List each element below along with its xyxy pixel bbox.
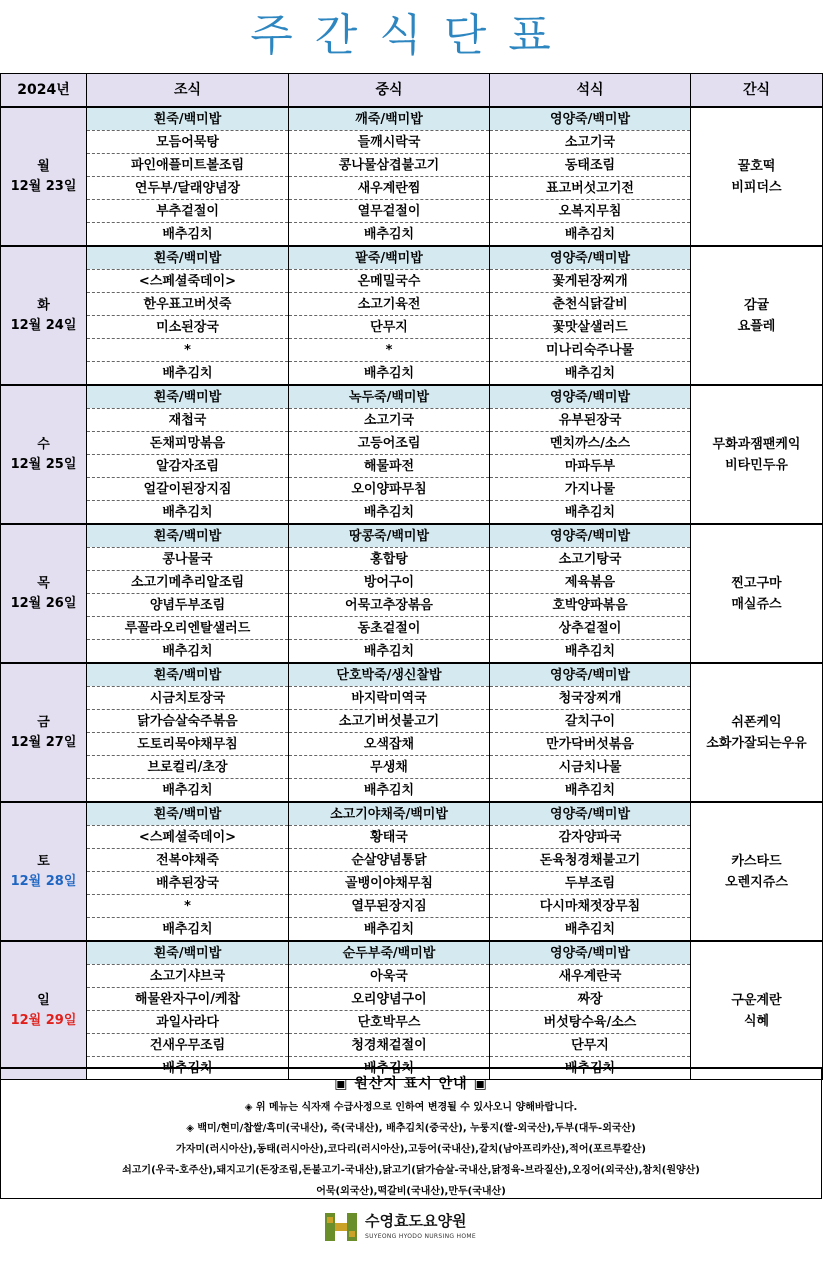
day-cell — [1, 246, 87, 385]
breakfast-item: 알감자조림 — [87, 455, 289, 478]
dinner-item: 호박양파볶음 — [490, 594, 691, 617]
dinner-item: 배추김치 — [490, 501, 691, 525]
dinner-item: 버섯탕수육/소스 — [490, 1011, 691, 1034]
dinner-item: 멘치까스/소스 — [490, 432, 691, 455]
day-date: 12월 26일 — [10, 595, 77, 611]
day-cell — [1, 524, 87, 663]
lunch-item: 단호박죽/생신찰밥 — [289, 663, 490, 687]
notice-line: ◈ 백미/현미/찹쌀/흑미(국내산), 죽(국내산), 배추김치(중국산), 누룽지(쌀-외국산),두부(대두-외국산) — [186, 1123, 636, 1134]
logo-name: 수영효도요양원 — [365, 1212, 467, 1230]
dinner-item: 만가닥버섯볶음 — [490, 733, 691, 756]
dinner-item: 청국장찌개 — [490, 687, 691, 710]
breakfast-item: 미소된장국 — [87, 316, 289, 339]
day-of-week: 토 — [37, 853, 50, 869]
breakfast-item: 흰죽/백미밥 — [87, 941, 289, 965]
menu-row — [1, 663, 823, 687]
day-date: 12월 23일 — [10, 178, 77, 194]
day-cell — [1, 802, 87, 941]
snack-item: 구운계란 — [731, 992, 782, 1008]
lunch-item: 소고기국 — [289, 409, 490, 432]
dinner-item: 영양죽/백미밥 — [490, 246, 691, 270]
dinner-header: 석식 — [490, 74, 691, 108]
day-cell — [1, 107, 87, 246]
lunch-item: 땅콩죽/백미밥 — [289, 524, 490, 548]
menu-row — [1, 246, 823, 270]
breakfast-item: 양념두부조림 — [87, 594, 289, 617]
notice-line: ◈ 위 메뉴는 식자재 수급사정으로 인하여 변경될 수 있사오니 양해바랍니다. — [244, 1102, 578, 1113]
snack-cell — [691, 385, 823, 524]
lunch-item: 배추김치 — [289, 223, 490, 247]
lunch-item: 녹두죽/백미밥 — [289, 385, 490, 409]
origin-notice — [0, 1067, 822, 1199]
dinner-item: 가지나물 — [490, 478, 691, 501]
dinner-item: 시금치나물 — [490, 756, 691, 779]
breakfast-item: * — [87, 339, 289, 362]
dinner-item: 영양죽/백미밥 — [490, 107, 691, 131]
logo-subtitle: SUYEONG HYODO NURSING HOME — [365, 1233, 476, 1240]
dinner-item: 춘천식닭갈비 — [490, 293, 691, 316]
day-of-week: 목 — [37, 575, 50, 591]
lunch-header: 중식 — [289, 74, 490, 108]
day-cell — [1, 663, 87, 802]
dinner-item: 표고버섯고기전 — [490, 177, 691, 200]
menu-row — [1, 385, 823, 409]
breakfast-item: 도토리묵야채무침 — [87, 733, 289, 756]
snack-item: 요플레 — [737, 318, 776, 334]
day-date: 12월 27일 — [10, 734, 77, 750]
notice-line: 쇠고기(우국-호주산),돼지고기(돈장조림,돈불고기-국내산),닭고기(닭가슴살-국내산,닭정육-브라질산),오징어(외국산),참치(원양산) — [122, 1165, 700, 1176]
breakfast-item: * — [87, 895, 289, 918]
snack-header: 간식 — [691, 74, 823, 108]
breakfast-item: 파인애플미트볼조림 — [87, 154, 289, 177]
lunch-item: 홍합탕 — [289, 548, 490, 571]
dinner-item: 소고기탕국 — [490, 548, 691, 571]
breakfast-item: 루꼴라오리엔탈샐러드 — [87, 617, 289, 640]
lunch-item: 동초겉절이 — [289, 617, 490, 640]
breakfast-item: 배추김치 — [87, 1057, 289, 1080]
breakfast-item: 배추김치 — [87, 779, 289, 803]
lunch-item: 무생채 — [289, 756, 490, 779]
notice-line: 어묵(외국산),떡갈비(국내산),만두(국내산) — [316, 1186, 506, 1197]
snack-cell — [691, 246, 823, 385]
breakfast-item: 배추된장국 — [87, 872, 289, 895]
lunch-item: 아욱국 — [289, 965, 490, 988]
year-header: 2024년 — [1, 74, 87, 108]
day-cell — [1, 941, 87, 1080]
dinner-item: 배추김치 — [490, 918, 691, 942]
day-cell — [1, 385, 87, 524]
snack-item: 매실쥬스 — [731, 596, 782, 612]
lunch-item: 열무겉절이 — [289, 200, 490, 223]
lunch-item: 순두부죽/백미밥 — [289, 941, 490, 965]
day-date: 12월 29일 — [10, 1012, 77, 1028]
snack-item: 꿀호떡 — [737, 158, 776, 174]
day-of-week: 화 — [37, 297, 50, 313]
dinner-item: 꽃게된장찌개 — [490, 270, 691, 293]
breakfast-item: 배추김치 — [87, 223, 289, 247]
lunch-item: 온메밀국수 — [289, 270, 490, 293]
breakfast-item: 전복야채죽 — [87, 849, 289, 872]
breakfast-item: 해물완자구이/케찹 — [87, 988, 289, 1011]
lunch-item: * — [289, 339, 490, 362]
dinner-item: 동태조림 — [490, 154, 691, 177]
snack-item: 소화가잘되는우유 — [706, 735, 807, 751]
lunch-item: 소고기버섯불고기 — [289, 710, 490, 733]
breakfast-item: 배추김치 — [87, 501, 289, 525]
lunch-item: 팥죽/백미밥 — [289, 246, 490, 270]
notice-line: 가자미(러시아산),동태(러시아산),코다리(러시아산),고등어(국내산),갈치(남아프리카산),적어(포르투칼산) — [176, 1144, 646, 1155]
notice-title: ▣ 원산지 표시 안내 ▣ — [334, 1076, 488, 1092]
breakfast-item: 흰죽/백미밥 — [87, 524, 289, 548]
breakfast-item: 흰죽/백미밥 — [87, 663, 289, 687]
day-of-week: 수 — [37, 436, 50, 452]
breakfast-item: <스페셜죽데이> — [87, 826, 289, 849]
snack-item: 비타민두유 — [725, 457, 788, 473]
lunch-item: 청경채겉절이 — [289, 1034, 490, 1057]
dinner-item: 소고기국 — [490, 131, 691, 154]
dinner-item: 두부조림 — [490, 872, 691, 895]
breakfast-item: 소고기샤브국 — [87, 965, 289, 988]
logo-mark-icon — [323, 1209, 359, 1245]
breakfast-item: 브로컬리/초장 — [87, 756, 289, 779]
day-date: 12월 28일 — [10, 873, 77, 889]
breakfast-item: 소고기메추리알조림 — [87, 571, 289, 594]
breakfast-item: 흰죽/백미밥 — [87, 802, 289, 826]
lunch-item: 바지락미역국 — [289, 687, 490, 710]
breakfast-item: 닭가슴살숙주볶음 — [87, 710, 289, 733]
lunch-item: 단무지 — [289, 316, 490, 339]
dinner-item: 배추김치 — [490, 223, 691, 247]
menu-row — [1, 802, 823, 826]
day-of-week: 일 — [37, 992, 50, 1008]
snack-cell — [691, 802, 823, 941]
lunch-item: 오이양파무침 — [289, 478, 490, 501]
dinner-item: 배추김치 — [490, 362, 691, 386]
dinner-item: 다시마채젓장무침 — [490, 895, 691, 918]
menu-row — [1, 107, 823, 131]
dinner-item: 마파두부 — [490, 455, 691, 478]
lunch-item: 콩나물삼겹불고기 — [289, 154, 490, 177]
lunch-item: 소고기육전 — [289, 293, 490, 316]
dinner-item: 배추김치 — [490, 640, 691, 664]
snack-cell — [691, 941, 823, 1080]
lunch-item: 배추김치 — [289, 918, 490, 942]
breakfast-item: 한우표고버섯죽 — [87, 293, 289, 316]
dinner-item: 제육볶음 — [490, 571, 691, 594]
snack-item: 감귤 — [743, 297, 770, 313]
lunch-item: 고등어조림 — [289, 432, 490, 455]
snack-item: 식혜 — [743, 1013, 770, 1029]
lunch-item: 깨죽/백미밥 — [289, 107, 490, 131]
lunch-item: 새우계란찜 — [289, 177, 490, 200]
dinner-item: 영양죽/백미밥 — [490, 663, 691, 687]
breakfast-item: 돈채피망볶음 — [87, 432, 289, 455]
breakfast-item: 모듬어묵탕 — [87, 131, 289, 154]
snack-cell — [691, 107, 823, 246]
lunch-item: 단호박무스 — [289, 1011, 490, 1034]
dinner-item: 갈치구이 — [490, 710, 691, 733]
page-title: 주간식단표 — [250, 10, 573, 61]
breakfast-item: <스페셜죽데이> — [87, 270, 289, 293]
dinner-item: 배추김치 — [490, 779, 691, 803]
lunch-item: 어묵고추장볶음 — [289, 594, 490, 617]
lunch-item: 해물파전 — [289, 455, 490, 478]
breakfast-item: 얼갈이된장지짐 — [87, 478, 289, 501]
day-date: 12월 24일 — [10, 317, 77, 333]
snack-item: 오렌지쥬스 — [725, 874, 788, 890]
header-row — [1, 74, 823, 108]
day-of-week: 월 — [37, 158, 50, 174]
dinner-item: 감자양파국 — [490, 826, 691, 849]
dinner-item: 오복지무침 — [490, 200, 691, 223]
breakfast-item: 부추겉절이 — [87, 200, 289, 223]
snack-cell — [691, 524, 823, 663]
lunch-item: 골뱅이야채무침 — [289, 872, 490, 895]
menu-row — [1, 941, 823, 965]
dinner-item: 꽃맛살샐러드 — [490, 316, 691, 339]
snack-item: 쉬폰케익 — [731, 714, 782, 730]
breakfast-item: 콩나물국 — [87, 548, 289, 571]
dinner-item: 단무지 — [490, 1034, 691, 1057]
lunch-item: 순살양념통닭 — [289, 849, 490, 872]
snack-item: 찐고구마 — [731, 575, 782, 591]
breakfast-item: 배추김치 — [87, 362, 289, 386]
lunch-item: 들깨시락국 — [289, 131, 490, 154]
breakfast-item: 시금치토장국 — [87, 687, 289, 710]
lunch-item: 황태국 — [289, 826, 490, 849]
dinner-item: 짜장 — [490, 988, 691, 1011]
breakfast-item: 흰죽/백미밥 — [87, 385, 289, 409]
snack-cell — [691, 663, 823, 802]
menu-body — [1, 107, 823, 1080]
breakfast-header: 조식 — [87, 74, 289, 108]
breakfast-item: 연두부/달래양념장 — [87, 177, 289, 200]
breakfast-item: 배추김치 — [87, 640, 289, 664]
lunch-item: 소고기야채죽/백미밥 — [289, 802, 490, 826]
breakfast-item: 과일사라다 — [87, 1011, 289, 1034]
dinner-item: 돈육청경채불고기 — [490, 849, 691, 872]
dinner-item: 영양죽/백미밥 — [490, 941, 691, 965]
snack-item: 무화과잼팬케익 — [712, 436, 801, 452]
breakfast-item: 흰죽/백미밥 — [87, 246, 289, 270]
lunch-item: 배추김치 — [289, 1057, 490, 1080]
dinner-item: 배추김치 — [490, 1057, 691, 1080]
dinner-item: 유부된장국 — [490, 409, 691, 432]
lunch-item: 방어구이 — [289, 571, 490, 594]
lunch-item: 배추김치 — [289, 362, 490, 386]
dinner-item: 미나리숙주나물 — [490, 339, 691, 362]
snack-item: 카스타드 — [731, 853, 782, 869]
day-date: 12월 25일 — [10, 456, 77, 472]
breakfast-item: 재첩국 — [87, 409, 289, 432]
lunch-item: 오색잡채 — [289, 733, 490, 756]
lunch-item: 배추김치 — [289, 640, 490, 664]
dinner-item: 영양죽/백미밥 — [490, 802, 691, 826]
lunch-item: 배추김치 — [289, 501, 490, 525]
snack-item: 비피더스 — [731, 179, 782, 195]
lunch-item: 배추김치 — [289, 779, 490, 803]
dinner-item: 새우계란국 — [490, 965, 691, 988]
day-of-week: 금 — [37, 714, 50, 730]
menu-table — [0, 73, 823, 1080]
dinner-item: 상추겉절이 — [490, 617, 691, 640]
breakfast-item: 건새우무조림 — [87, 1034, 289, 1057]
dinner-item: 영양죽/백미밥 — [490, 385, 691, 409]
menu-row — [1, 524, 823, 548]
breakfast-item: 배추김치 — [87, 918, 289, 942]
breakfast-item: 흰죽/백미밥 — [87, 107, 289, 131]
dinner-item: 영양죽/백미밥 — [490, 524, 691, 548]
lunch-item: 오리양념구이 — [289, 988, 490, 1011]
lunch-item: 열무된장지짐 — [289, 895, 490, 918]
